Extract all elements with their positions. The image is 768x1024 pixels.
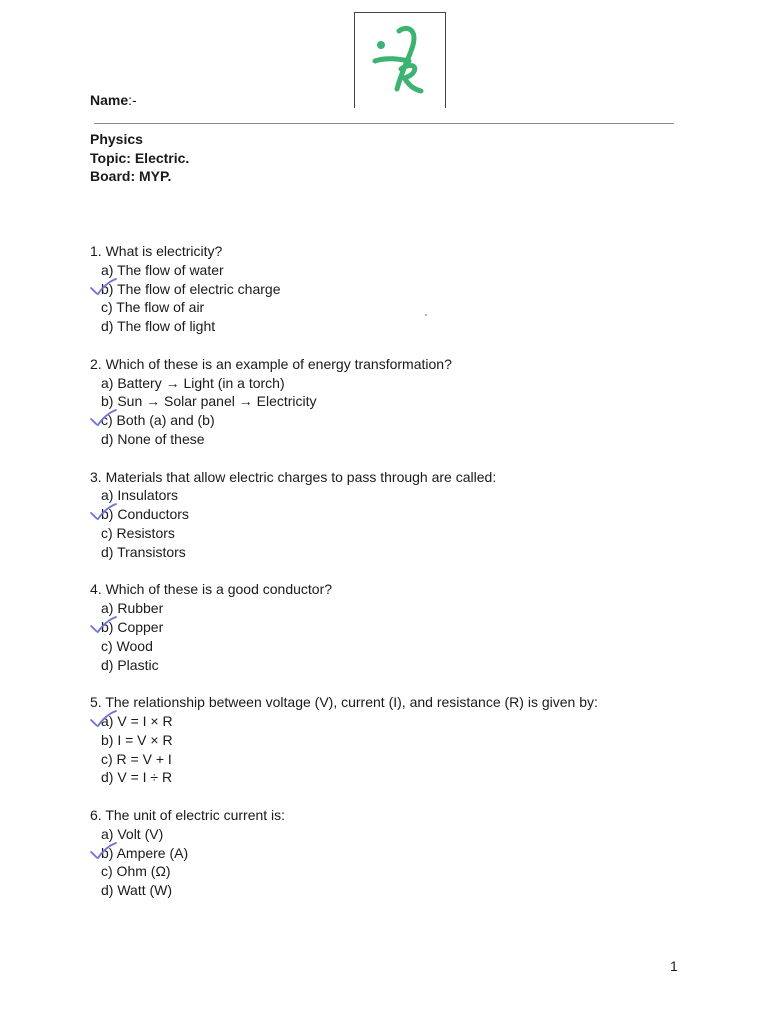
answer-option-text: b) The flow of electric charge (101, 280, 281, 297)
topic-label: Topic: Electric. (90, 149, 190, 166)
answer-option (90, 844, 598, 863)
board-label: Board: MYP. (90, 168, 172, 184)
answer-option-text: c) Wood (101, 637, 153, 654)
header-divider (94, 123, 674, 124)
answer-option (90, 374, 598, 393)
question-text: 6. The unit of electric current is: (90, 806, 286, 823)
answer-option-text: c) R = V + I (101, 750, 172, 767)
answer-option-text: a) Volt (V) (101, 825, 164, 842)
answer-option-text: d) The flow of light (101, 318, 216, 335)
question-4 (90, 580, 598, 674)
k-figure-logo-icon (369, 23, 431, 101)
answer-option-text: d) None of these (101, 430, 205, 447)
answer-option-text: a) Insulators (101, 487, 179, 504)
answer-option-text: b) I = V × R (101, 731, 173, 748)
question-2 (90, 355, 598, 449)
answer-option-text: d) Transistors (101, 543, 186, 560)
question-text: 4. Which of these is a good conductor? (90, 581, 333, 598)
answer-option (90, 712, 598, 731)
name-label: Name (90, 92, 129, 108)
answer-option (90, 637, 598, 656)
answer-option-text: c) The flow of air (101, 299, 205, 316)
answer-option (90, 862, 598, 881)
logo-frame (354, 12, 446, 108)
page-number: 1 (670, 958, 678, 974)
answer-option-text: b) Conductors (101, 506, 189, 523)
question-3 (90, 468, 598, 562)
question-6 (90, 806, 598, 900)
answer-option (90, 881, 598, 900)
answer-option-text: c) Resistors (101, 524, 175, 541)
answer-option (90, 731, 598, 750)
question-text: 2. Which of these is an example of energy transformation? (90, 355, 452, 372)
answer-option (90, 599, 598, 618)
question-list (90, 242, 598, 919)
answer-option (90, 430, 598, 449)
answer-option-text: d) V = I ÷ R (101, 769, 173, 786)
question-5 (90, 693, 598, 787)
answer-option (90, 656, 598, 675)
answer-option (90, 524, 598, 543)
answer-option-text: c) Both (a) and (b) (101, 412, 215, 429)
answer-option (90, 618, 598, 637)
answer-option (90, 261, 598, 280)
answer-option (90, 543, 598, 562)
question-text: 1. What is electricity? (90, 243, 223, 259)
answer-option (90, 486, 598, 505)
answer-option (90, 392, 598, 411)
name-field (90, 92, 137, 108)
answer-option-text: a) Rubber (101, 600, 164, 617)
answer-option (90, 750, 598, 769)
answer-option-text: a) Battery → Light (in a torch) (101, 374, 285, 391)
answer-option-text: d) Plastic (101, 656, 159, 673)
answer-option-text: b) Sun → Solar panel → Electricity (101, 393, 317, 410)
subject-label: Physics (90, 131, 143, 147)
question-text: 3. Materials that allow electric charges to pass through are called: (90, 468, 497, 485)
answer-option-text: b) Ampere (A) (101, 844, 189, 861)
answer-option (90, 317, 598, 336)
answer-option (90, 280, 598, 299)
answer-option (90, 505, 598, 524)
answer-option-text: a) The flow of water (101, 261, 224, 278)
answer-option (90, 411, 598, 430)
answer-option-text: a) V = I × R (101, 712, 173, 729)
question-text: 5. The relationship between voltage (V), current (I), and resistance (R) is given by: (90, 694, 598, 711)
answer-option (90, 825, 598, 844)
answer-option-text: d) Watt (W) (101, 882, 173, 899)
document-meta (90, 130, 189, 186)
answer-option-text: c) Ohm (Ω) (101, 863, 171, 880)
answer-option (90, 298, 598, 317)
answer-option (90, 768, 598, 787)
name-suffix: :- (128, 92, 137, 108)
answer-option-text: b) Copper (101, 618, 164, 635)
question-1 (90, 242, 598, 336)
